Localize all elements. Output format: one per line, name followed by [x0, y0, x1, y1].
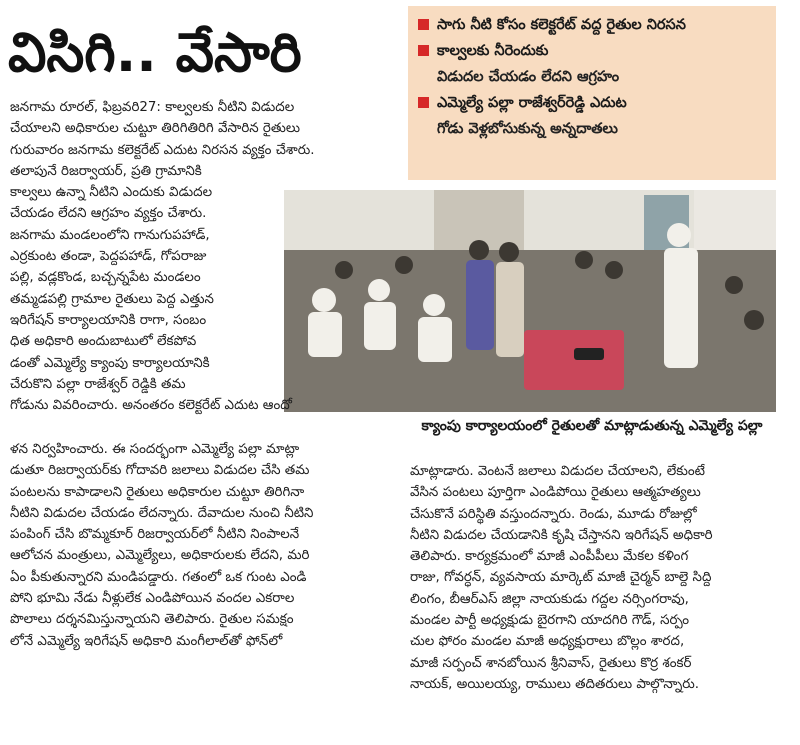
article-line: గోడును వివరించారు. అనంతరం కలెక్టరేట్ ఎదుట ఆందో [10, 398, 292, 414]
article-line: తలాపునే రిజర్వాయర్, ప్రతి గ్రామానికి [10, 163, 202, 179]
highlights-box [408, 6, 776, 180]
square-bullet-icon [418, 19, 429, 30]
article-line: చేయడం లేదని ఆగ్రహం వ్యక్తం చేశారు. [10, 206, 207, 222]
article-line: పంపింగ్ చేసి బొమ్మకూర్ రిజర్వాయర్‌లో నీటిని నింపాలనే [10, 527, 300, 543]
article-column-left-top [10, 97, 398, 416]
article-line: లింగం, బీఆర్ఎస్ జిల్లా నాయకుడు గద్దల నర్సింగరావు, [410, 591, 689, 607]
highlight-text: గోడు వెళ్లబోసుకున్న అన్నదాతలు [437, 121, 618, 137]
article-line: ళన నిర్వహించారు. ఈ సందర్భంగా ఎమ్మెల్యే పల్లా మాట్లా [10, 442, 300, 457]
article-column-left-bottom [10, 439, 406, 652]
article-line: మాజీ సర్పంచ్ శానబోయిన శ్రీనివాస్, రైతులు కొర్ర శంకర్ [410, 655, 692, 671]
square-bullet-icon [418, 45, 429, 56]
article-line: ఇరిగేషన్ కార్యాలయానికి రాగా, సంబం [10, 312, 207, 328]
article-line: తమ్మడపల్లి గ్రామాల రైతులు పెద్ద ఎత్తున [10, 291, 214, 307]
article-line: నీటిని విడుదల చేయడానికి కృషి చేస్తానని ఇరిగేషన్ అధికారి [410, 527, 713, 543]
highlight-item [416, 38, 768, 64]
article-line: గురువారం జనగామ కలెక్టరేట్ ఎదుట నిరసన వ్యక్తం చేశారు. [10, 142, 315, 158]
square-bullet-icon [418, 97, 429, 108]
highlight-item [416, 90, 768, 116]
article-line: డంతో ఎమ్మెల్యే క్యాంపు కార్యాలయానికి [10, 355, 210, 371]
article-line: చేయాలని అధికారుల చుట్టూ తిరిగితిరిగి వేసారిన రైతులు [10, 121, 301, 137]
highlight-text: సాగు నీటి కోసం కలెక్టరేట్ వద్ద రైతుల నిరసన [437, 17, 686, 33]
article-line: చేసుకొనే పరిస్థితి వస్తుందన్నారు. రెండు, మూడు రోజుల్లో [410, 506, 697, 522]
article-line: చుల ఫోరం మండల మాజీ అధ్యక్షురాలు బొల్లం శారద, [410, 634, 685, 650]
article-line: వేసిన పంటలు పూర్తిగా ఎండిపోయి రైతులు ఆత్మహత్యలు [410, 485, 701, 501]
article-line: ఆలోచన మంత్రులు, ఎమ్మెల్యేలు, అధికారులకు లేదని, మరి [10, 548, 310, 564]
article-line: డుతూ రిజర్వాయర్‌కు గోదావరి జలాలు విడుదల చేసి తమ [10, 463, 310, 479]
article-line: నీటిని విడుదల చేయడం లేదన్నారు. దేవాదుల నుంచి నీటిని [10, 505, 314, 521]
highlight-text: విడుదల చేయడం లేదని ఆగ్రహం [437, 69, 620, 85]
article-line: కాల్వలు ఉన్నా నీటిని ఎందుకు విడుదల [10, 185, 213, 201]
article-line: జనగామ మండలంలోని గానుగుపహాడ్, [10, 227, 210, 243]
article-line: పంటలను కాపాడాలని రైతులు అధికారుల చుట్టూ తిరిగినా [10, 484, 305, 500]
article-line: మండల పార్టీ అధ్యక్షుడు బైరగాని యాదగిరి గౌడ్, సర్పం [410, 613, 690, 629]
highlight-text: కాల్వలకు నీరెందుకు [437, 43, 549, 59]
photo-caption: క్యాంపు కార్యాలయంలో రైతులతో మాట్లాడుతున్న ఎమ్మెల్యే పల్లా [421, 418, 763, 434]
article-line: చేరుకొని పల్లా రాజేశ్వర్ రెడ్డికి తమ [10, 376, 186, 392]
article-line: ఎర్రకుంట తండా, పెద్దపహాడ్, గోపరాజు [10, 249, 207, 265]
article-column-right [410, 461, 790, 695]
article-line: జనగామ రూరల్, ఫిబ్రవరి27: కాల్వలకు నీటిని విడుదల [10, 100, 295, 115]
headline: విసిగి.. వేసారి [8, 21, 302, 84]
article-line: రాజు, గోవర్ధన్, వ్యవసాయ మార్కెట్ మాజీ చైర్మన్ బాల్దె సిద్ది [410, 570, 712, 586]
article-line: మాట్లాడారు. వెంటనే జలాలు విడుదల చేయాలని, లేకుంటే [410, 464, 705, 479]
article-line: ఏం పీకుతున్నారని మండిపడ్డారు. గతంలో ఒక గుంట ఎండి [10, 569, 307, 585]
article-line: పోని భూమి నేడు నీళ్లులేక ఎండిపోయిన వందల ఎకరాల [10, 591, 295, 607]
article-line: పొలాలు దర్శనమిస్తున్నాయని తెలిపారు. రైతుల సమక్షం [10, 612, 294, 628]
article-line: పల్లి, వడ్లకొండ, బచ్చన్నపేట మండలం [10, 270, 201, 286]
article-line: లోనే ఎమ్మెల్యే ఇరిగేషన్ అధికారి మంగీలాల్‌తో ఫోన్‌లో [10, 633, 283, 649]
highlight-item [416, 12, 768, 38]
article-line: తెలిపారు. కార్యక్రమంలో మాజీ ఎంపీపీలు మేకల కళింగ [410, 549, 689, 565]
highlight-text: ఎమ్మెల్యే పల్లా రాజేశ్వర్‌రెడ్డి ఎదుట [437, 95, 627, 111]
article-line: నాయక్, అయిలయ్య, రాములు తదితరులు పాల్గొన్నారు. [410, 676, 700, 692]
article-line: ధిత అధికారి అందుబాటులో లేకపోవ [10, 334, 197, 350]
